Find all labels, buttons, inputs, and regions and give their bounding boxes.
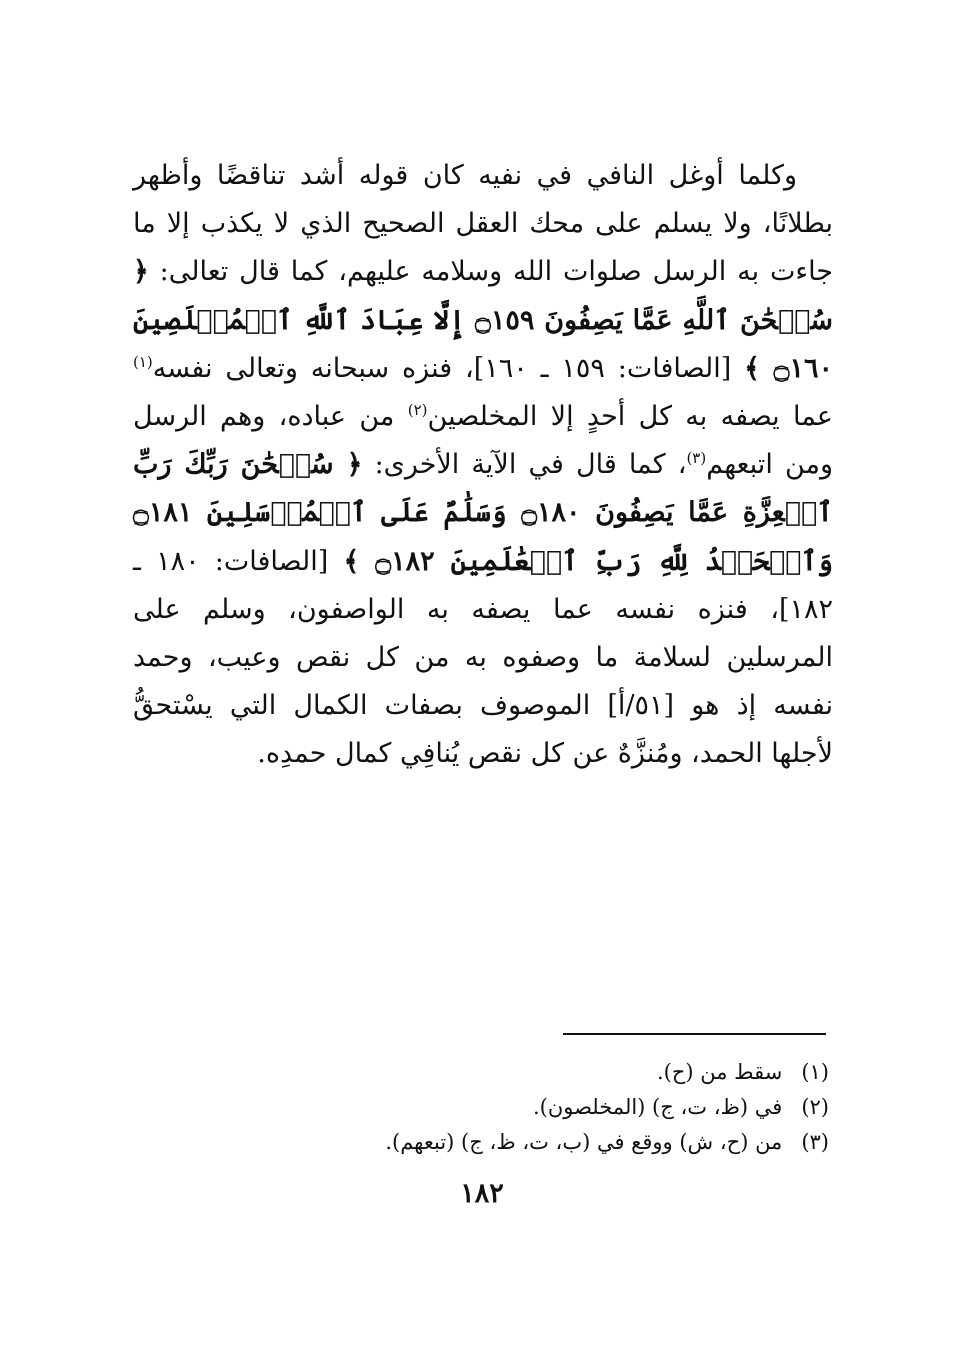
text-segment: عما يصفه به كل أحدٍ إلا المخلصين [427,401,833,433]
footnote-text: من (ح، ش) ووقع في (ب، ت، ظ، ج) (تبعهم). [385,1130,783,1154]
text-segment: [الصافات: ١٨٠ ـ ١٨٢]، فنزه نفسه عما يصفه به الواصفون، وسلم على المرسلين لسلامة ما وصفوه به من كل نقص وعيب، وحمد نفسه إذ هو [٥١/أ] الموصوف بصفات الكمال التي يسْتحقُّ لأجلها الحمد، ومُنزَّهٌ عن كل نقص يُنافِي كمال حمدِه. [133,545,834,770]
footnote-number: (٣) [801,1130,829,1154]
text-segment: من عباده، وهم الرسل ومن اتبعهم [133,401,834,481]
page-number: ١٨٢ [460,1178,504,1209]
footnote-number: (١) [801,1060,829,1084]
footnote [329,1125,829,1160]
footnote-text: سقط من (ح). [656,1060,783,1084]
quran-verse: ﴿ سُبۡحَٰنَ ٱللَّهِ عَمَّا يَصِفُونَ ۝١٥٩ إِلَّا عِبَادَ ٱللَّهِ ٱلۡمُخۡلَصِينَ ۝١٦٠ ﴾ [133,256,833,384]
text-segment: [الصافات: ١٥٩ ـ ١٦٠]، فنزه سبحانه وتعالى نفسه [152,352,745,384]
main-paragraph [133,152,833,779]
footnote-ref-2: (٢) [407,401,428,420]
footnotes [329,1055,829,1160]
footnote-ref-1: (١) [133,352,153,371]
main-text-block [133,152,833,779]
footnote-ref-3: (٣) [686,449,707,468]
footnote-number: (٢) [801,1095,829,1119]
text-segment: ، كما قال في الآية الأخرى: [362,449,687,481]
footnote-separator [563,1033,826,1035]
footnote-text: في (ظ، ت، ج) (المخلصون). [532,1095,783,1119]
quran-verse: ﴿ سُبۡحَٰنَ رَبِّكَ رَبِّ ٱلۡعِزَّةِ عَمَّا يَصِفُونَ ۝١٨٠ وَسَلَٰمٌ عَلَى ٱلۡمُرۡسَلِينَ ۝١٨١ وَٱلۡحَمۡدُ لِلَّهِ رَبِّ ٱلۡعَٰلَمِينَ ۝١٨٢ ﴾ [133,449,834,577]
footnote [329,1055,829,1090]
text-segment: وكلما أوغل النافي في نفيه كان قوله أشد تناقضًا وأظهر بطلانًا، ولا يسلم على محك العقل الصحيح الذي لا يكذب إلا ما جاءت به الرسل صلوات الله وسلامه عليهم، كما قال تعالى: [133,160,833,288]
footnote [329,1090,829,1125]
